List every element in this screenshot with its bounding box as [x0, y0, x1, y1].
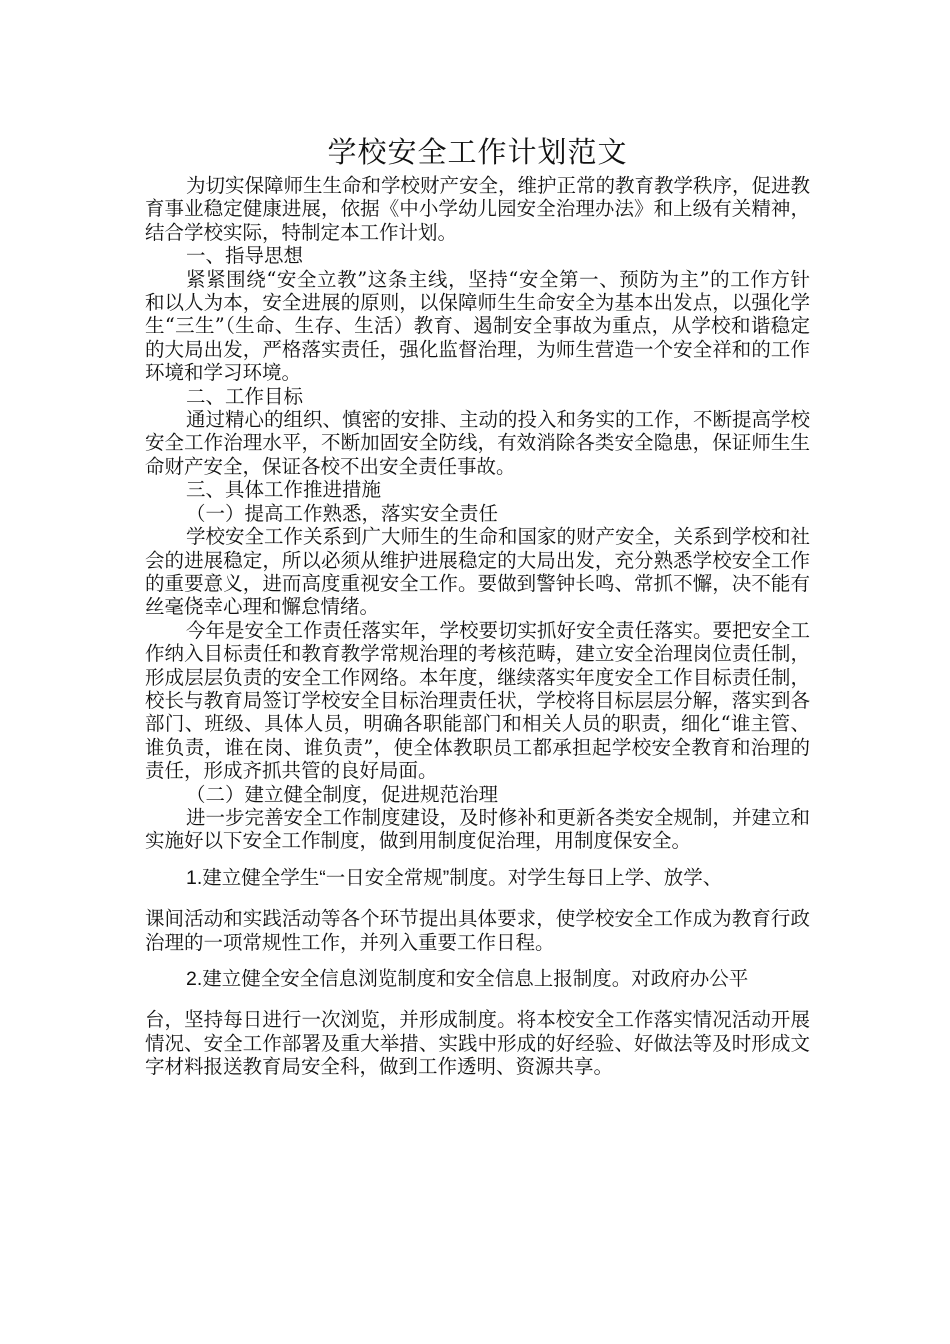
subsection-body-responsibility-2: 今年是安全工作责任落实年，学校要切实抓好安全责任落实。要把安全工作纳入目标责任和教育教学常规治理的考核范畴，建立安全治理岗位责任制，形成层层负责的安全工作网络。本年度，继续落实年度安全工作目标责任制，校长与教育局签订学校安全目标治理责任状，学校将目标层层分解，落实到各部门、班级、具体人员，明确各职能部门和相关人员的职责，细化“谁主管、谁负责，谁在岗、谁负责”，使全体教职员工都承担起学校安全教育和治理的责任，形成齐抓共管的良好局面。 — [145, 618, 811, 783]
subsection-heading-regulations: （二）建立健全制度，促进规范治理 — [186, 782, 499, 806]
list-item-1-continuation: 课间活动和实践活动等各个环节提出具体要求，使学校安全工作成为教育行政治理的一项常规性工作，并列入重要工作日程。 — [145, 907, 810, 954]
section-body-work-goals: 通过精心的组织、慎密的安排、主动的投入和务实的工作，不断提高学校安全工作治理水平，不断加固安全防线，有效消除各类安全隐患，保证师生生命财产安全，保证各校不出安全责任事故。 — [145, 408, 811, 478]
section-heading-measures: 三、具体工作推进措施 — [186, 478, 382, 502]
section-body-guiding-ideology: 紧紧围绕“安全立教”这条主线，坚持“安全第一、预防为主”的工作方针和以人为本，安全进展的原则，以保障师生生命安全为基本出发点，以强化学生“三生”（生命、生存、生活）教育、遏制安全事故为重点，从学校和谐稳定的大局出发，严格落实责任，强化监督治理，为师生营造一个安全祥和的工作环境和学习环境。 — [145, 267, 810, 385]
document-page — [145, 130, 810, 1079]
list-item-2-first-line: 2.建立健全安全信息浏览制度和安全信息上报制度。对政府办公平 — [186, 968, 749, 990]
subsection-body-regulations: 进一步完善安全工作制度建设，及时修补和更新各类安全规制，并建立和实施好以下安全工作制度，做到用制度促治理，用制度保安全。 — [145, 805, 811, 853]
intro-paragraph: 为切实保障师生生命和学校财产安全，维护正常的教育教学秩序，促进教育事业稳定健康进展，依据《中小学幼儿园安全治理办法》和上级有关精神，结合学校实际，特制定本工作计划。 — [145, 174, 811, 244]
subsection-heading-responsibility: （一）提高工作熟悉，落实安全责任 — [186, 501, 499, 525]
section-heading-guiding-ideology: 一、指导思想 — [186, 244, 304, 268]
section-heading-work-goals: 二、工作目标 — [186, 384, 304, 408]
document-title: 学校安全工作计划范文 — [327, 135, 628, 169]
list-item-2-continuation: 台，坚持每日进行一次浏览，并形成制度。将本校安全工作落实情况活动开展情况、安全工作部署及重大举措、实践中形成的好经验、好做法等及时形成文字材料报送教育局安全科，做到工作透明、资源共享。 — [145, 1008, 810, 1079]
subsection-body-responsibility-1: 学校安全工作关系到广大师生的生命和国家的财产安全，关系到学校和社会的进展稳定，所以必须从维护进展稳定的大局出发，充分熟悉学校安全工作的重要意义，进而高度重视安全工作。要做到警钟长鸣、常抓不懈，决不能有丝毫侥幸心理和懈怠情绪。 — [145, 525, 811, 619]
list-item-1-first-line: 1.建立健全学生“一日安全常规”制度。对学生每日上学、放学、 — [186, 866, 723, 889]
